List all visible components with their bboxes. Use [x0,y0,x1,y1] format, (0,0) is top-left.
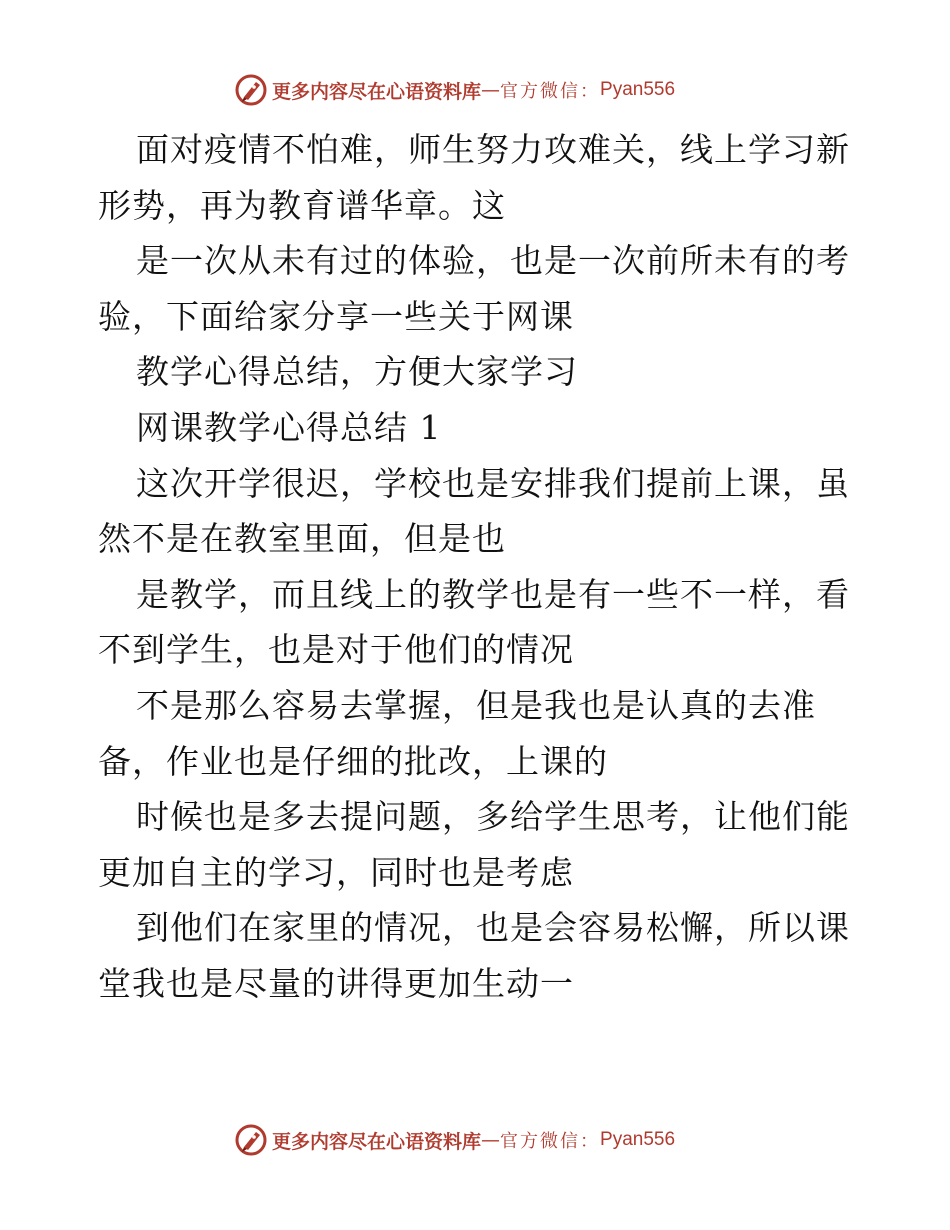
footer-watermark [234,1122,675,1158]
watermark-wechat-label: 官方微信： [500,1131,601,1152]
text-line: 教学心得总结，方便大家学习 [136,352,578,392]
watermark-dash: — [481,79,501,101]
text-line: 验，下面给家分享一些关于网课 [98,296,574,336]
text-line: 更加自主的学习，同时也是考虑 [98,852,574,892]
watermark-text: 更多内容尽在心语资料库 [272,1130,482,1153]
watermark-dash: — [481,1129,501,1151]
watermark-text: 更多内容尽在心语资料库 [272,80,482,103]
section-heading: 网课教学心得总结 1 [136,407,442,447]
text-line: 备，作业也是仔细的批改，上课的 [98,741,608,781]
text-line: 堂我也是尽量的讲得更加生动一 [98,963,574,1003]
watermark-wechat-id: Pyan556 [600,1129,676,1150]
watermark-wechat-label: 官方微信： [500,81,601,102]
pen-nib-circle-icon [234,1123,268,1157]
text-line: 是教学，而且线上的教学也是有一些不一样，看 [136,574,850,614]
pen-nib-circle-icon [234,73,268,107]
document-body [98,122,858,1012]
text-line: 时候也是多去提问题，多给学生思考，让他们能 [136,797,850,837]
header-watermark [234,72,675,108]
text-line: 到他们在家里的情况，也是会容易松懈，所以课 [136,908,850,948]
text-line: 不是那么容易去掌握，但是我也是认真的去准 [136,685,816,725]
text-line: 是一次从未有过的体验，也是一次前所未有的考 [136,241,850,281]
text-line: 然不是在教室里面，但是也 [98,519,506,559]
text-line: 形势，再为教育谱华章。这 [98,185,506,225]
text-line: 面对疫情不怕难，师生努力攻难关，线上学习新 [136,130,850,169]
watermark-wechat-id: Pyan556 [600,79,676,100]
text-line: 不到学生，也是对于他们的情况 [98,630,574,670]
text-line: 这次开学很迟，学校也是安排我们提前上课，虽 [136,463,850,503]
